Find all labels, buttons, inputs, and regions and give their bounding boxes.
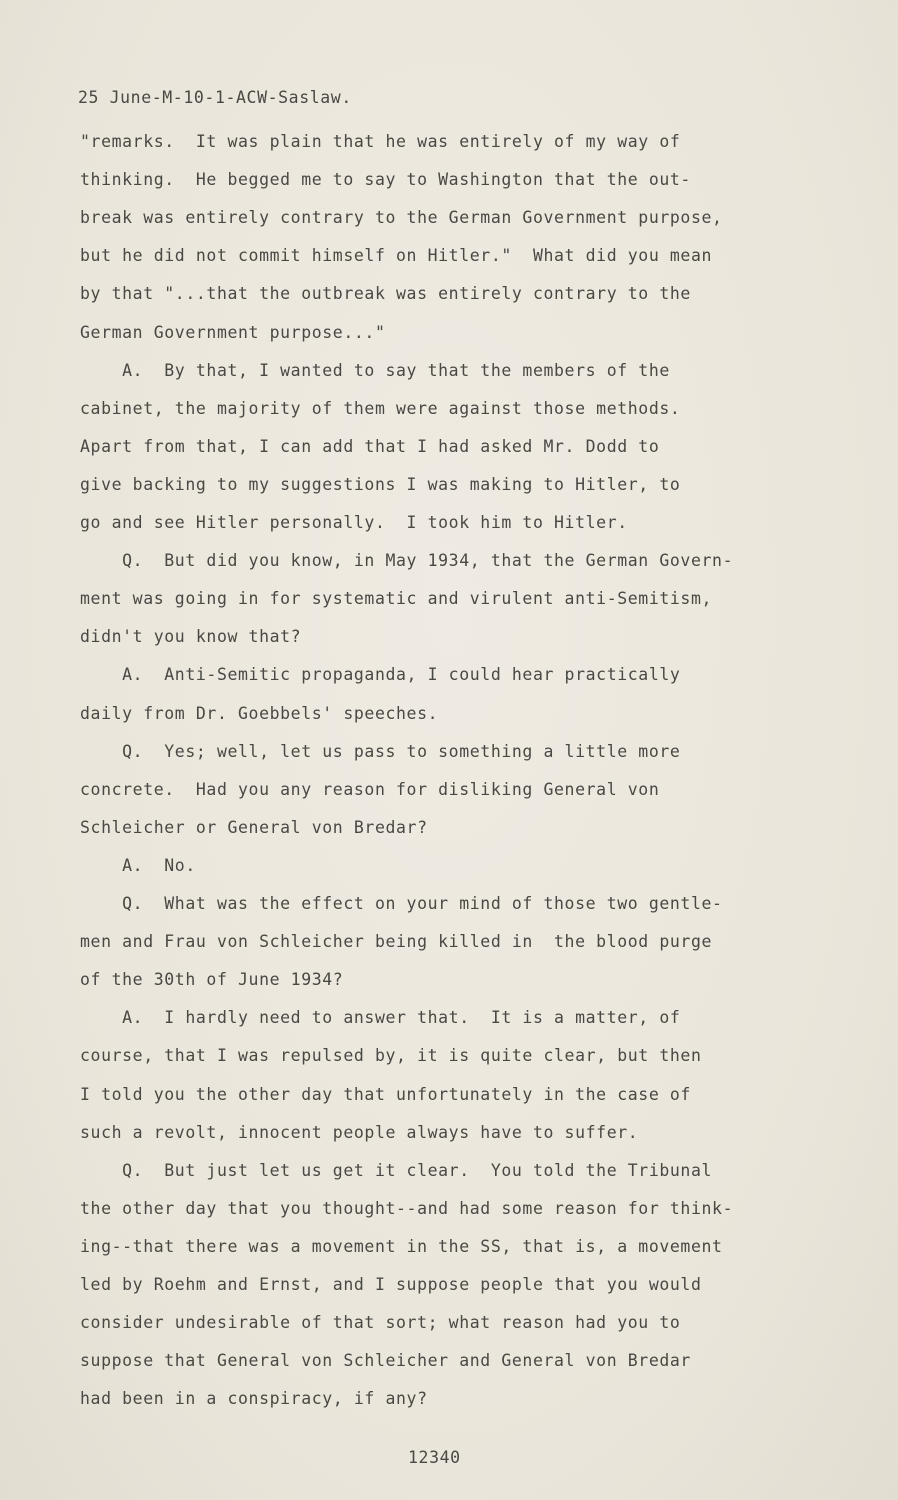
- text-line: but he did not commit himself on Hitler." What did you mean: [80, 246, 713, 266]
- text-line: A. No.: [80, 855, 196, 875]
- text-line: Q. But just let us get it clear. You told the Tribunal: [80, 1160, 713, 1180]
- text-line: men and Frau von Schleicher being killed in the blood purge: [80, 932, 713, 952]
- text-line: concrete. Had you any reason for disliking General von: [80, 779, 660, 799]
- text-line: suppose that General von Schleicher and General von Bredar: [80, 1351, 691, 1371]
- page-header: 25 June-M-10-1-ACW-Saslaw.: [78, 88, 352, 107]
- text-line: Q. Yes; well, let us pass to something a little more: [80, 741, 681, 761]
- text-line: A. Anti-Semitic propaganda, I could hear practically: [80, 665, 681, 685]
- text-line: the other day that you thought--and had some reason for think-: [80, 1198, 734, 1218]
- text-line: Apart from that, I can add that I had asked Mr. Dodd to: [80, 436, 660, 456]
- text-line: A. I hardly need to answer that. It is a matter, of: [80, 1008, 681, 1028]
- text-line: led by Roehm and Ernst, and I suppose people that you would: [80, 1275, 702, 1294]
- text-line: ment was going in for systematic and virulent anti-Semitism,: [80, 589, 713, 609]
- text-line: of the 30th of June 1934?: [80, 970, 344, 990]
- page-number: 12340: [408, 1448, 461, 1467]
- text-line: such a revolt, innocent people always have to suffer.: [80, 1122, 639, 1142]
- text-line: cabinet, the majority of them were against those methods.: [80, 398, 681, 418]
- text-line: Q. But did you know, in May 1934, that the German Govern-: [80, 551, 734, 571]
- text-line: I told you the other day that unfortunately in the case of: [80, 1084, 691, 1104]
- text-line: Q. What was the effect on your mind of those two gentle-: [80, 894, 723, 913]
- text-line: ing--that there was a movement in the SS, that is, a movement: [80, 1236, 723, 1256]
- text-line: thinking. He begged me to say to Washington that the out-: [80, 170, 691, 190]
- text-line: daily from Dr. Goebbels' speeches.: [80, 703, 439, 723]
- text-line: Schleicher or General von Bredar?: [80, 817, 428, 837]
- text-line: didn't you know that?: [80, 627, 302, 647]
- text-line: course, that I was repulsed by, it is quite clear, but then: [80, 1046, 702, 1066]
- text-line: consider undesirable of that sort; what reason had you to: [80, 1313, 681, 1333]
- text-line: had been in a conspiracy, if any?: [80, 1389, 428, 1409]
- text-line: German Government purpose...": [80, 322, 386, 342]
- text-line: break was entirely contrary to the German Government purpose,: [80, 208, 723, 228]
- text-line: A. By that, I wanted to say that the members of the: [80, 360, 670, 380]
- text-line: give backing to my suggestions I was making to Hitler, to: [80, 474, 681, 494]
- text-line: "remarks. It was plain that he was entirely of my way of: [80, 132, 681, 151]
- text-line: go and see Hitler personally. I took him to Hitler.: [80, 513, 628, 532]
- text-line: by that "...that the outbreak was entirely contrary to the: [80, 284, 691, 304]
